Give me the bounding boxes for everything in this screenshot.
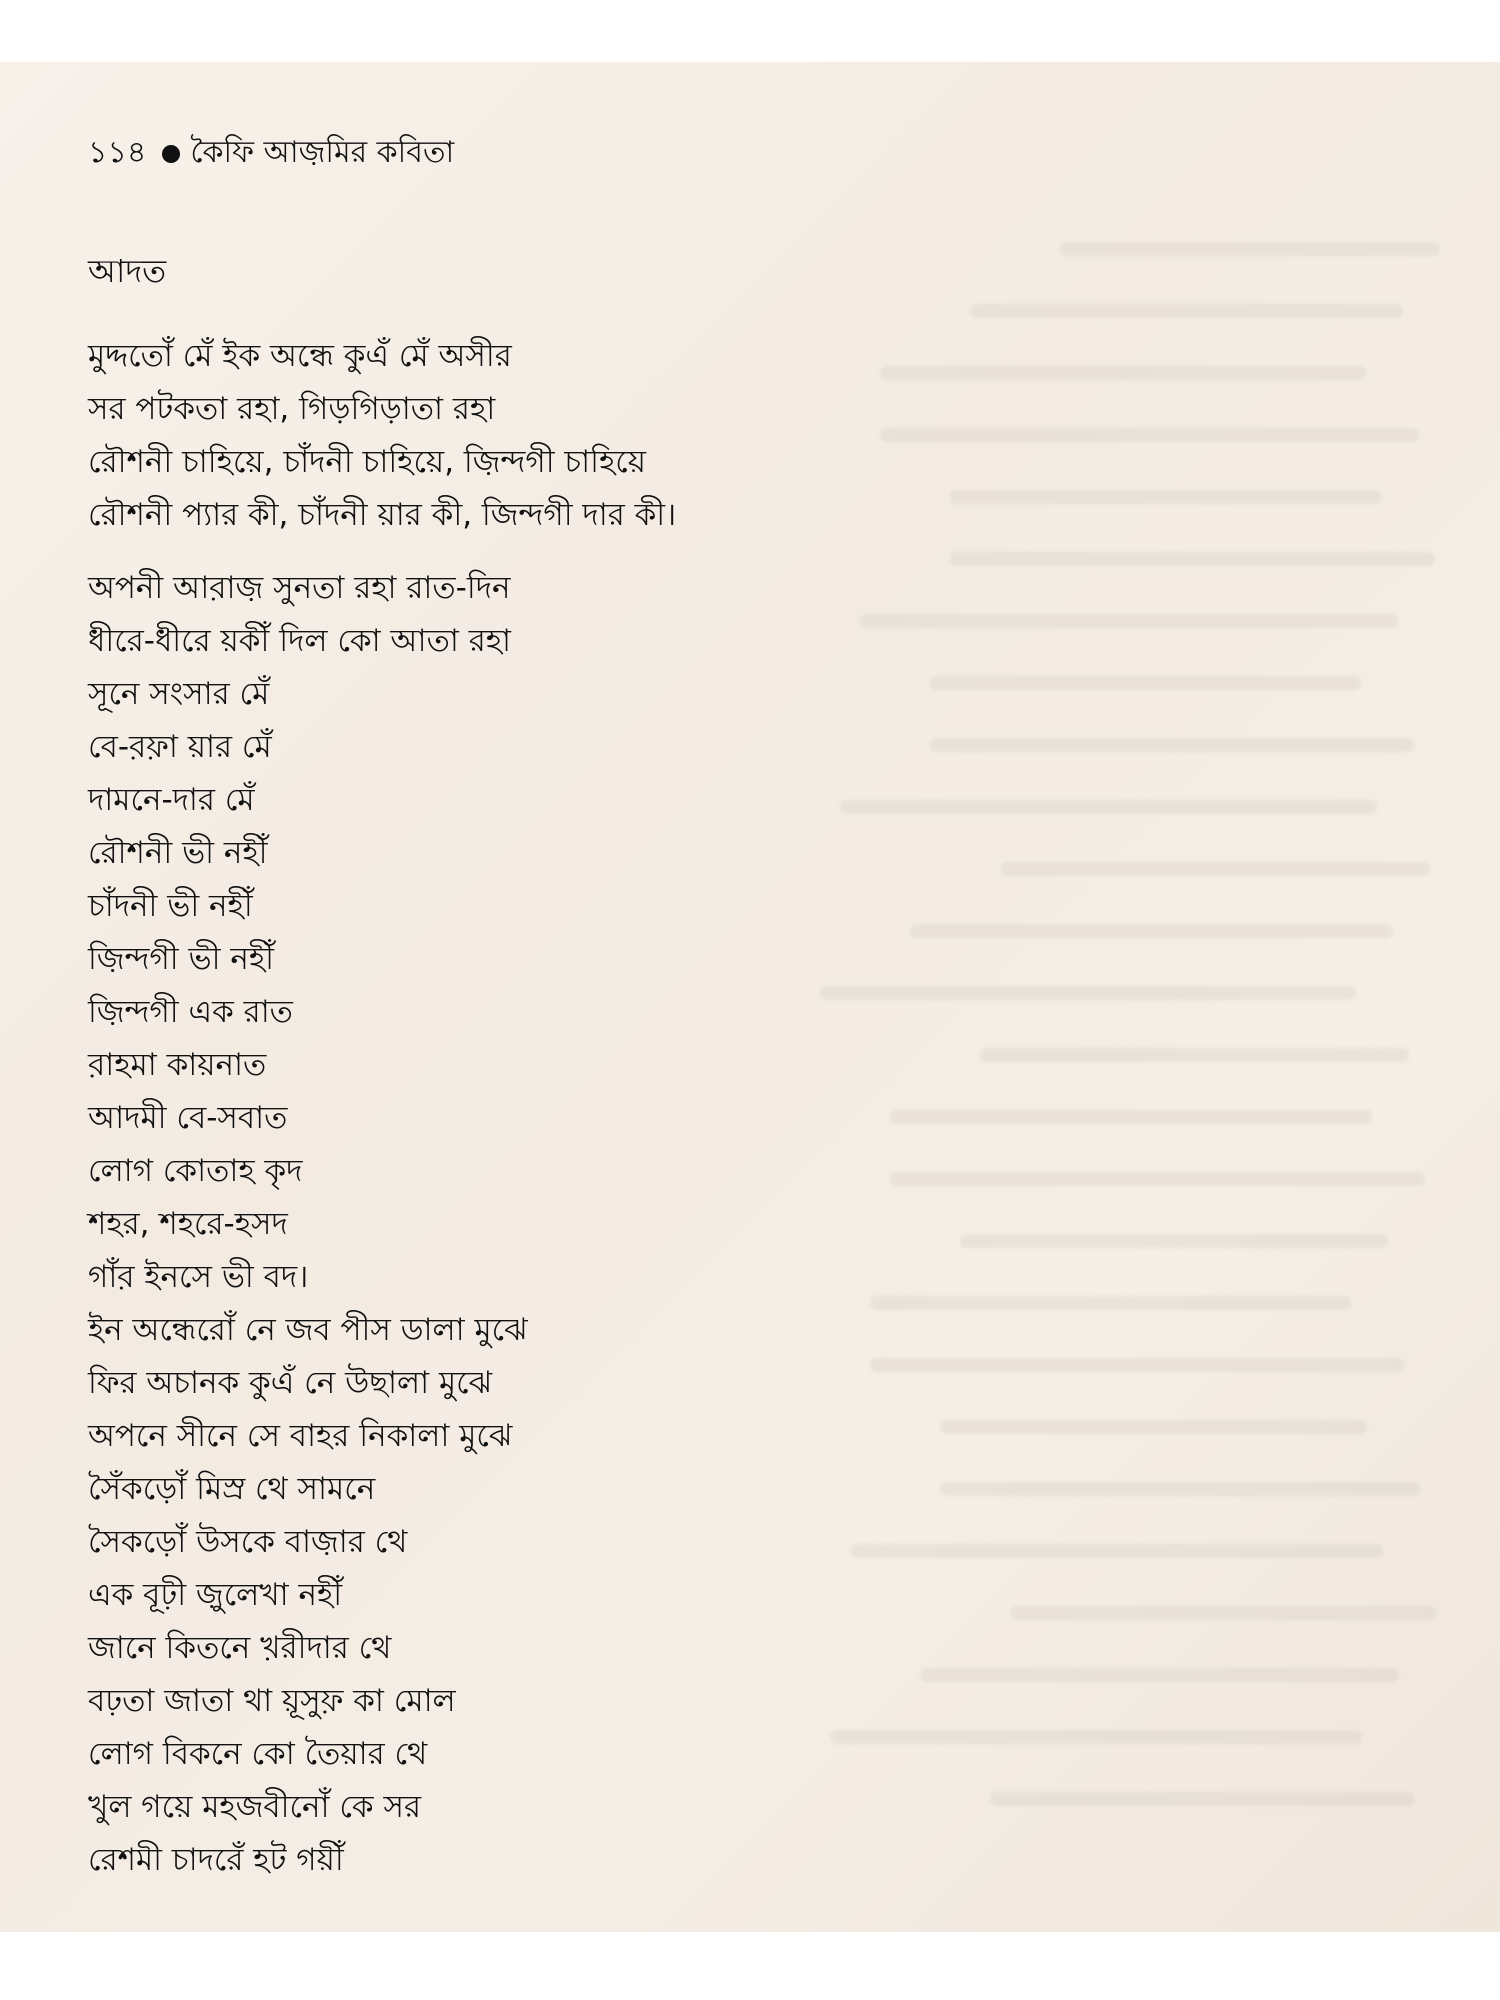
poem-line: ইন অন্ধেরোঁ নে জব পীস ডালা মুঝে xyxy=(88,1312,528,1348)
stanza-1 xyxy=(88,330,828,542)
poem-line: ধীরে-ধীরে য়কীঁ দিল কো আতা রহা xyxy=(88,623,512,659)
poem-body xyxy=(88,330,828,1887)
poem-line: রৌশনী প্যার কী, চাঁদনী য়ার কী, জিন্দগী দার কী। xyxy=(88,497,677,533)
show-through-line xyxy=(930,738,1414,752)
stanza-2 xyxy=(88,562,828,1887)
show-through-line xyxy=(890,1110,1372,1124)
poem-line: বঢ়তা জাতা থা য়ূসুফ় কা মোল xyxy=(88,1683,456,1719)
show-through-line xyxy=(1000,862,1430,876)
show-through-line xyxy=(830,1730,1362,1744)
poem-line: ব়াহমা কায়নাত xyxy=(88,1047,267,1083)
show-through-line xyxy=(940,1420,1367,1434)
show-through-line xyxy=(920,1668,1399,1682)
show-through-line xyxy=(990,1792,1415,1806)
poem-line: জ়িন্দগী এক রাত xyxy=(88,994,293,1030)
poem-line: আদমী বে-সবাত xyxy=(88,1100,288,1136)
show-through-line xyxy=(1060,242,1440,256)
show-through-line xyxy=(860,614,1398,628)
poem-line: শহর, শহরে-হসদ xyxy=(88,1206,288,1242)
poem-line: বে-ব়ফ়া য়ার মেঁ xyxy=(88,729,272,765)
show-through-line xyxy=(940,1482,1420,1496)
show-through-line xyxy=(820,986,1356,1000)
page-header xyxy=(88,128,454,179)
show-through-line xyxy=(890,1172,1425,1186)
show-through-line xyxy=(950,552,1435,566)
show-through-line xyxy=(870,1296,1351,1310)
poem-title: আদত xyxy=(88,252,167,290)
poem-line: জানে কিতনে খ়রীদার থে xyxy=(88,1630,392,1666)
show-through-line xyxy=(1010,1606,1436,1620)
show-through-line xyxy=(850,1544,1383,1558)
poem-line: মুদ্দতোঁ মেঁ ইক অন্ধে কুএঁ মেঁ অসীর xyxy=(88,338,512,374)
book-title: কৈফি আজ়মির কবিতা xyxy=(190,135,455,170)
poem-line: ফির অচানক কুএঁ নে উছালা মুঝে xyxy=(88,1365,493,1401)
poem-line: রৌশনী চাহিয়ে, চাঁদনী চাহিয়ে, জ়িন্দগী চাহিয়ে xyxy=(88,444,647,480)
poem-line: সৈঁকড়োঁ মিস্র থে সামনে xyxy=(88,1471,376,1507)
stanza-gap xyxy=(88,542,828,562)
poem-line: চাঁদনী ভী নহীঁ xyxy=(88,888,253,924)
show-through-line xyxy=(980,1048,1409,1062)
page-number: ১১৪ xyxy=(88,135,147,170)
book-page xyxy=(0,62,1500,1932)
poem-line: লোগ কোতাহ কৃদ xyxy=(88,1153,303,1189)
show-through-line xyxy=(970,304,1403,318)
poem-line: রৌশনী ভী নহীঁ xyxy=(88,835,268,871)
poem-line: গাঁব় ইনসে ভী বদ। xyxy=(88,1259,309,1295)
show-through-line xyxy=(880,366,1366,380)
poem-line: অপনী আব়াজ় সুনতা রহা রাত-দিন xyxy=(88,570,511,606)
show-through-line xyxy=(870,1358,1404,1372)
poem-line: খুল গয়ে মহজবীনোঁ কে সর xyxy=(88,1789,422,1825)
show-through-line xyxy=(930,676,1361,690)
show-through-line xyxy=(840,800,1377,814)
poem-line: রেশমী চাদরেঁ হট গয়ীঁ xyxy=(88,1842,344,1878)
poem-line: সূনে সংসার মেঁ xyxy=(88,676,270,712)
bullet-icon xyxy=(162,145,180,163)
show-through-line xyxy=(880,428,1419,442)
poem-line: লোগ বিকনে কো তৈয়ার থে xyxy=(88,1736,428,1772)
show-through-line xyxy=(960,1234,1388,1248)
poem-line: সৈকড়োঁ উসকে বাজ়ার থে xyxy=(88,1524,408,1560)
poem-line: দামনে-দার মেঁ xyxy=(88,782,255,818)
poem-line: সর পটকতা রহা, গিড়গিড়াতা রহা xyxy=(88,391,496,427)
poem-line: অপনে সীনে সে বাহর নিকালা মুঝে xyxy=(88,1418,513,1454)
poem-line: জ়িন্দগী ভী নহীঁ xyxy=(88,941,274,977)
show-through-line xyxy=(950,490,1382,504)
poem-line: এক বূঢ়ী জ়ুলেখা নহীঁ xyxy=(88,1577,343,1613)
show-through-line xyxy=(910,924,1393,938)
